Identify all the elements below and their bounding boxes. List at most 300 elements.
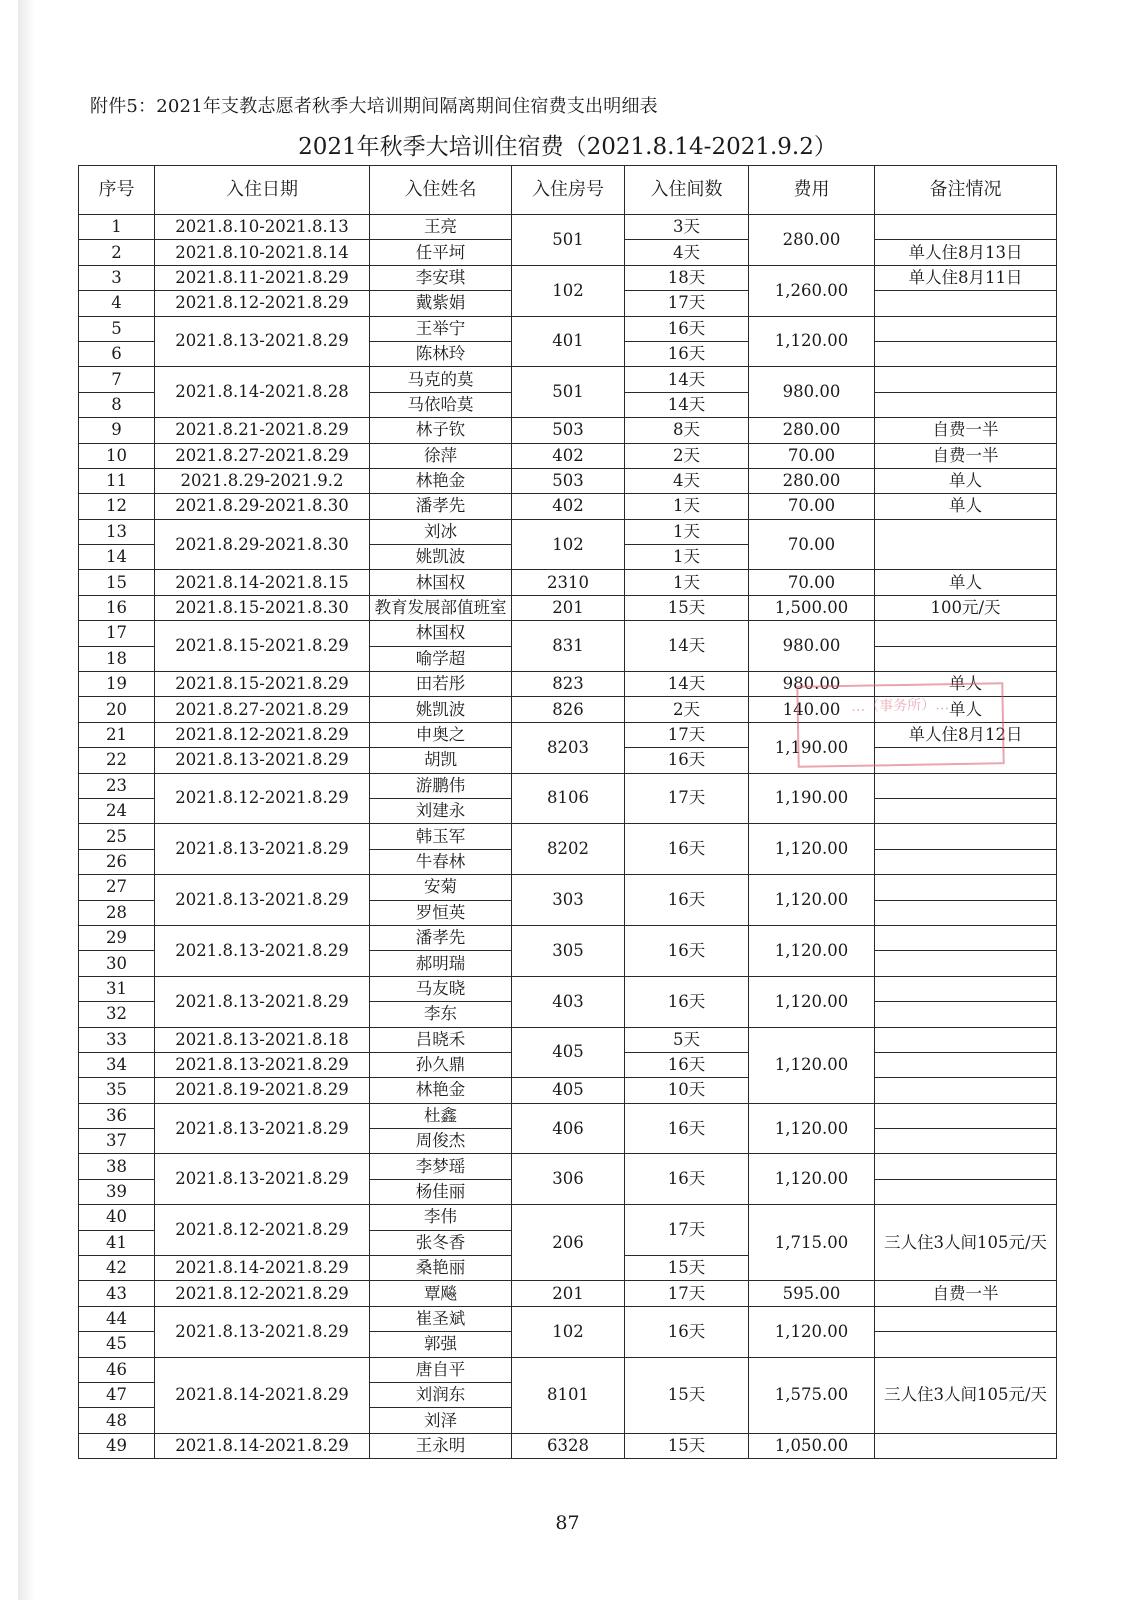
remark-cell: [875, 367, 1057, 392]
nights-cell: 17天: [625, 1281, 749, 1306]
name-cell: 姚凯波: [370, 697, 512, 722]
name-cell: 申奥之: [370, 722, 512, 747]
annex-line: 附件5：2021年支教志愿者秋季大培训期间隔离期间住宿费支出明细表: [90, 96, 658, 117]
remark-cell: [875, 519, 1057, 570]
nights-cell: 16天: [625, 1052, 749, 1077]
date-cell: 2021.8.13-2021.8.29: [155, 1103, 370, 1154]
date-cell: 2021.8.14-2021.8.28: [155, 367, 370, 418]
room-cell: 501: [512, 367, 625, 418]
fee-cell: 1,120.00: [749, 925, 875, 976]
header-remarks: 备注情况: [875, 166, 1057, 215]
name-cell: 周俊杰: [370, 1129, 512, 1154]
fee-cell: 980.00: [749, 367, 875, 418]
seq-cell: 18: [79, 646, 155, 671]
date-cell: 2021.8.12-2021.8.29: [155, 1205, 370, 1256]
room-cell: 402: [512, 494, 625, 519]
room-cell: 501: [512, 215, 625, 266]
nights-cell: 4天: [625, 240, 749, 265]
date-cell: 2021.8.13-2021.8.29: [155, 316, 370, 367]
nights-cell: 15天: [625, 1433, 749, 1458]
remark-cell: [875, 925, 1057, 950]
seq-cell: 1: [79, 215, 155, 240]
fee-cell: 70.00: [749, 519, 875, 570]
date-cell: 2021.8.14-2021.8.29: [155, 1433, 370, 1458]
lodging-fee-table: [78, 165, 1057, 1459]
nights-cell: 17天: [625, 773, 749, 824]
fee-cell: 280.00: [749, 418, 875, 443]
seq-cell: 29: [79, 925, 155, 950]
nights-cell: 17天: [625, 722, 749, 747]
table-row: [79, 1433, 1057, 1458]
seq-cell: 35: [79, 1078, 155, 1103]
table-row: [79, 418, 1057, 443]
room-cell: 305: [512, 925, 625, 976]
remark-cell: 单人: [875, 697, 1057, 722]
nights-cell: 2天: [625, 443, 749, 468]
seq-cell: 17: [79, 621, 155, 646]
remark-cell: 自费一半: [875, 1281, 1057, 1306]
nights-cell: 10天: [625, 1078, 749, 1103]
header-seq: 序号: [79, 166, 155, 215]
nights-cell: 16天: [625, 1306, 749, 1357]
table-row: [79, 621, 1057, 646]
page-number: 87: [555, 1512, 580, 1534]
remark-cell: 100元/天: [875, 595, 1057, 620]
date-cell: 2021.8.12-2021.8.29: [155, 722, 370, 747]
room-cell: 831: [512, 621, 625, 672]
seq-cell: 45: [79, 1332, 155, 1357]
name-cell: 张冬香: [370, 1230, 512, 1255]
nights-cell: 17天: [625, 291, 749, 316]
fee-cell: 980.00: [749, 621, 875, 672]
date-cell: 2021.8.12-2021.8.29: [155, 291, 370, 316]
table-row: [79, 1357, 1057, 1382]
seq-cell: 41: [79, 1230, 155, 1255]
header-fee: 费用: [749, 166, 875, 215]
name-cell: 徐萍: [370, 443, 512, 468]
header-name: 入住姓名: [370, 166, 512, 215]
nights-cell: 2天: [625, 697, 749, 722]
remark-cell: 三人住3人间105元/天: [875, 1357, 1057, 1433]
fee-cell: 280.00: [749, 215, 875, 266]
seq-cell: 28: [79, 900, 155, 925]
room-cell: 405: [512, 1027, 625, 1078]
name-cell: 崔圣斌: [370, 1306, 512, 1331]
remark-cell: [875, 875, 1057, 900]
nights-cell: 14天: [625, 392, 749, 417]
room-cell: 102: [512, 1306, 625, 1357]
seq-cell: 8: [79, 392, 155, 417]
fee-cell: 595.00: [749, 1281, 875, 1306]
name-cell: 吕晓禾: [370, 1027, 512, 1052]
date-cell: 2021.8.14-2021.8.29: [155, 1256, 370, 1281]
remark-cell: [875, 341, 1057, 366]
nights-cell: 17天: [625, 1205, 749, 1256]
remark-cell: [875, 1129, 1057, 1154]
room-cell: 303: [512, 875, 625, 926]
table-row: [79, 468, 1057, 493]
seq-cell: 46: [79, 1357, 155, 1382]
remark-cell: [875, 1332, 1057, 1357]
room-cell: 403: [512, 976, 625, 1027]
seq-cell: 38: [79, 1154, 155, 1179]
date-cell: 2021.8.19-2021.8.29: [155, 1078, 370, 1103]
name-cell: 牛春林: [370, 849, 512, 874]
name-cell: 喻学超: [370, 646, 512, 671]
name-cell: 胡凯: [370, 748, 512, 773]
date-cell: 2021.8.29-2021.9.2: [155, 468, 370, 493]
header-room: 入住房号: [512, 166, 625, 215]
name-cell: 刘冰: [370, 519, 512, 544]
fee-cell: 70.00: [749, 494, 875, 519]
header-nights: 入住间数: [625, 166, 749, 215]
name-cell: 潘孝先: [370, 494, 512, 519]
table-row: [79, 215, 1057, 240]
name-cell: 马克的莫: [370, 367, 512, 392]
table-row: [79, 265, 1057, 290]
seq-cell: 40: [79, 1205, 155, 1230]
date-cell: 2021.8.14-2021.8.15: [155, 570, 370, 595]
fee-cell: 1,120.00: [749, 1306, 875, 1357]
nights-cell: 4天: [625, 468, 749, 493]
name-cell: 杜鑫: [370, 1103, 512, 1128]
name-cell: 林国权: [370, 621, 512, 646]
name-cell: 马依哈莫: [370, 392, 512, 417]
fee-cell: 1,120.00: [749, 1103, 875, 1154]
date-cell: 2021.8.13-2021.8.29: [155, 976, 370, 1027]
nights-cell: 16天: [625, 925, 749, 976]
official-seal-stamp: [796, 682, 1004, 768]
fee-cell: 1,120.00: [749, 1154, 875, 1205]
name-cell: 唐自平: [370, 1357, 512, 1382]
nights-cell: 16天: [625, 341, 749, 366]
fee-cell: 1,715.00: [749, 1205, 875, 1281]
room-cell: 6328: [512, 1433, 625, 1458]
seq-cell: 6: [79, 341, 155, 366]
room-cell: 306: [512, 1154, 625, 1205]
remark-cell: [875, 976, 1057, 1001]
table-row: [79, 1154, 1057, 1179]
remark-cell: 单人: [875, 570, 1057, 595]
date-cell: 2021.8.14-2021.8.29: [155, 1357, 370, 1433]
fee-cell: 1,120.00: [749, 824, 875, 875]
nights-cell: 1天: [625, 570, 749, 595]
table-row: [79, 1205, 1057, 1230]
seq-cell: 23: [79, 773, 155, 798]
table-row: [79, 570, 1057, 595]
name-cell: 安菊: [370, 875, 512, 900]
name-cell: 李安琪: [370, 265, 512, 290]
seq-cell: 9: [79, 418, 155, 443]
name-cell: 马友晓: [370, 976, 512, 1001]
remark-cell: [875, 1052, 1057, 1077]
room-cell: 823: [512, 672, 625, 697]
seq-cell: 44: [79, 1306, 155, 1331]
seq-cell: 10: [79, 443, 155, 468]
date-cell: 2021.8.15-2021.8.29: [155, 672, 370, 697]
remark-cell: [875, 1027, 1057, 1052]
fee-cell: 70.00: [749, 443, 875, 468]
remark-cell: 单人住8月13日: [875, 240, 1057, 265]
binding-shadow: [18, 0, 36, 1600]
nights-cell: 14天: [625, 672, 749, 697]
name-cell: 教育发展部值班室: [370, 595, 512, 620]
fee-cell: 1,120.00: [749, 1027, 875, 1103]
fee-cell: 1,190.00: [749, 773, 875, 824]
nights-cell: 16天: [625, 1103, 749, 1154]
remark-cell: [875, 621, 1057, 646]
remark-cell: 自费一半: [875, 443, 1057, 468]
name-cell: 刘建永: [370, 798, 512, 823]
seq-cell: 33: [79, 1027, 155, 1052]
table-header-row: [79, 166, 1057, 215]
seq-cell: 2: [79, 240, 155, 265]
date-cell: 2021.8.10-2021.8.13: [155, 215, 370, 240]
room-cell: 8101: [512, 1357, 625, 1433]
seq-cell: 43: [79, 1281, 155, 1306]
name-cell: 游鹏伟: [370, 773, 512, 798]
fee-cell: 1,500.00: [749, 595, 875, 620]
table-row: [79, 443, 1057, 468]
remark-cell: [875, 773, 1057, 798]
table-row: [79, 773, 1057, 798]
table-row: [79, 1281, 1057, 1306]
name-cell: 林国权: [370, 570, 512, 595]
room-cell: 102: [512, 519, 625, 570]
remark-cell: [875, 392, 1057, 417]
document-title: 2021年秋季大培训住宿费（2021.8.14-2021.9.2）: [298, 134, 837, 160]
room-cell: 8106: [512, 773, 625, 824]
seq-cell: 34: [79, 1052, 155, 1077]
name-cell: 罗恒英: [370, 900, 512, 925]
remark-cell: [875, 824, 1057, 849]
seq-cell: 11: [79, 468, 155, 493]
date-cell: 2021.8.11-2021.8.29: [155, 265, 370, 290]
name-cell: 戴紫娟: [370, 291, 512, 316]
remark-cell: 单人: [875, 494, 1057, 519]
seq-cell: 24: [79, 798, 155, 823]
seq-cell: 7: [79, 367, 155, 392]
nights-cell: 16天: [625, 748, 749, 773]
name-cell: 姚凯波: [370, 545, 512, 570]
table-row: [79, 595, 1057, 620]
nights-cell: 1天: [625, 494, 749, 519]
seq-cell: 22: [79, 748, 155, 773]
seq-cell: 13: [79, 519, 155, 544]
remark-cell: [875, 1306, 1057, 1331]
seq-cell: 5: [79, 316, 155, 341]
room-cell: 405: [512, 1078, 625, 1103]
seq-cell: 15: [79, 570, 155, 595]
date-cell: 2021.8.13-2021.8.18: [155, 1027, 370, 1052]
header-date: 入住日期: [155, 166, 370, 215]
name-cell: 李伟: [370, 1205, 512, 1230]
name-cell: 潘孝先: [370, 925, 512, 950]
room-cell: 8202: [512, 824, 625, 875]
date-cell: 2021.8.27-2021.8.29: [155, 443, 370, 468]
seq-cell: 26: [79, 849, 155, 874]
fee-cell: 1,575.00: [749, 1357, 875, 1433]
remark-cell: [875, 1433, 1057, 1458]
name-cell: 林子钦: [370, 418, 512, 443]
nights-cell: 1天: [625, 545, 749, 570]
date-cell: 2021.8.12-2021.8.29: [155, 773, 370, 824]
remark-cell: [875, 291, 1057, 316]
date-cell: 2021.8.10-2021.8.14: [155, 240, 370, 265]
remark-cell: [875, 798, 1057, 823]
room-cell: 201: [512, 595, 625, 620]
nights-cell: 18天: [625, 265, 749, 290]
fee-cell: 1,050.00: [749, 1433, 875, 1458]
name-cell: 李东: [370, 1002, 512, 1027]
seq-cell: 27: [79, 875, 155, 900]
seq-cell: 30: [79, 951, 155, 976]
date-cell: 2021.8.27-2021.8.29: [155, 697, 370, 722]
room-cell: 406: [512, 1103, 625, 1154]
fee-cell: 980.00: [749, 672, 875, 697]
date-cell: 2021.8.13-2021.8.29: [155, 1052, 370, 1077]
seq-cell: 39: [79, 1179, 155, 1204]
room-cell: 206: [512, 1205, 625, 1281]
room-cell: 503: [512, 418, 625, 443]
name-cell: 林艳金: [370, 1078, 512, 1103]
name-cell: 王亮: [370, 215, 512, 240]
room-cell: 201: [512, 1281, 625, 1306]
remark-cell: [875, 646, 1057, 671]
name-cell: 田若彤: [370, 672, 512, 697]
date-cell: 2021.8.15-2021.8.30: [155, 595, 370, 620]
table-row: [79, 1078, 1057, 1103]
table-row: [79, 1103, 1057, 1128]
name-cell: 王永明: [370, 1433, 512, 1458]
date-cell: 2021.8.29-2021.8.30: [155, 494, 370, 519]
remark-cell: [875, 316, 1057, 341]
date-cell: 2021.8.12-2021.8.29: [155, 1281, 370, 1306]
table-row: [79, 316, 1057, 341]
nights-cell: 14天: [625, 367, 749, 392]
remark-cell: 单人: [875, 468, 1057, 493]
nights-cell: 16天: [625, 316, 749, 341]
table-row: [79, 875, 1057, 900]
name-cell: 韩玉军: [370, 824, 512, 849]
fee-cell: 1,120.00: [749, 316, 875, 367]
table-row: [79, 1027, 1057, 1052]
nights-cell: 8天: [625, 418, 749, 443]
nights-cell: 15天: [625, 595, 749, 620]
seq-cell: 16: [79, 595, 155, 620]
seq-cell: 19: [79, 672, 155, 697]
remark-cell: [875, 1103, 1057, 1128]
remark-cell: [875, 951, 1057, 976]
fee-cell: 140.00: [749, 697, 875, 722]
date-cell: 2021.8.13-2021.8.29: [155, 824, 370, 875]
stamp-text: …（事务所）…: [851, 697, 950, 715]
name-cell: 陈林玲: [370, 341, 512, 366]
remark-cell: 三人住3人间105元/天: [875, 1205, 1057, 1281]
remark-cell: 自费一半: [875, 418, 1057, 443]
name-cell: 孙久鼎: [370, 1052, 512, 1077]
seq-cell: 14: [79, 545, 155, 570]
seq-cell: 31: [79, 976, 155, 1001]
nights-cell: 16天: [625, 1154, 749, 1205]
date-cell: 2021.8.13-2021.8.29: [155, 875, 370, 926]
table-row: [79, 367, 1057, 392]
date-cell: 2021.8.13-2021.8.29: [155, 1154, 370, 1205]
remark-cell: [875, 215, 1057, 240]
nights-cell: 16天: [625, 875, 749, 926]
date-cell: 2021.8.29-2021.8.30: [155, 519, 370, 570]
seq-cell: 37: [79, 1129, 155, 1154]
room-cell: 503: [512, 468, 625, 493]
nights-cell: 14天: [625, 621, 749, 672]
seq-cell: 21: [79, 722, 155, 747]
table-row: [79, 494, 1057, 519]
room-cell: 2310: [512, 570, 625, 595]
fee-cell: 1,260.00: [749, 265, 875, 316]
date-cell: 2021.8.13-2021.8.29: [155, 925, 370, 976]
room-cell: 826: [512, 697, 625, 722]
table-row: [79, 1306, 1057, 1331]
remark-cell: 单人住8月11日: [875, 265, 1057, 290]
name-cell: 刘润东: [370, 1382, 512, 1407]
name-cell: 郭强: [370, 1332, 512, 1357]
nights-cell: 5天: [625, 1027, 749, 1052]
remark-cell: 单人: [875, 672, 1057, 697]
seq-cell: 48: [79, 1408, 155, 1433]
fee-cell: 1,120.00: [749, 976, 875, 1027]
remark-cell: [875, 849, 1057, 874]
remark-cell: [875, 1179, 1057, 1204]
seq-cell: 49: [79, 1433, 155, 1458]
table-row: [79, 976, 1057, 1001]
room-cell: 402: [512, 443, 625, 468]
name-cell: 刘泽: [370, 1408, 512, 1433]
name-cell: 林艳金: [370, 468, 512, 493]
date-cell: 2021.8.15-2021.8.29: [155, 621, 370, 672]
seq-cell: 4: [79, 291, 155, 316]
name-cell: 杨佳丽: [370, 1179, 512, 1204]
fee-cell: 1,190.00: [749, 722, 875, 773]
name-cell: 王举宁: [370, 316, 512, 341]
seq-cell: 3: [79, 265, 155, 290]
fee-cell: 280.00: [749, 468, 875, 493]
fee-cell: 70.00: [749, 570, 875, 595]
room-cell: 401: [512, 316, 625, 367]
name-cell: 桑艳丽: [370, 1256, 512, 1281]
name-cell: 任平坷: [370, 240, 512, 265]
seq-cell: 20: [79, 697, 155, 722]
nights-cell: 1天: [625, 519, 749, 544]
seq-cell: 42: [79, 1256, 155, 1281]
date-cell: 2021.8.21-2021.8.29: [155, 418, 370, 443]
room-cell: 8203: [512, 722, 625, 773]
seq-cell: 25: [79, 824, 155, 849]
nights-cell: 16天: [625, 976, 749, 1027]
table-row: [79, 519, 1057, 544]
remark-cell: 单人住8月12日: [875, 722, 1057, 747]
date-cell: 2021.8.13-2021.8.29: [155, 1306, 370, 1357]
seq-cell: 36: [79, 1103, 155, 1128]
remark-cell: [875, 1002, 1057, 1027]
name-cell: 覃飚: [370, 1281, 512, 1306]
seq-cell: 47: [79, 1382, 155, 1407]
remark-cell: [875, 1078, 1057, 1103]
seq-cell: 12: [79, 494, 155, 519]
room-cell: 102: [512, 265, 625, 316]
name-cell: 郝明瑞: [370, 951, 512, 976]
seq-cell: 32: [79, 1002, 155, 1027]
remark-cell: [875, 1154, 1057, 1179]
